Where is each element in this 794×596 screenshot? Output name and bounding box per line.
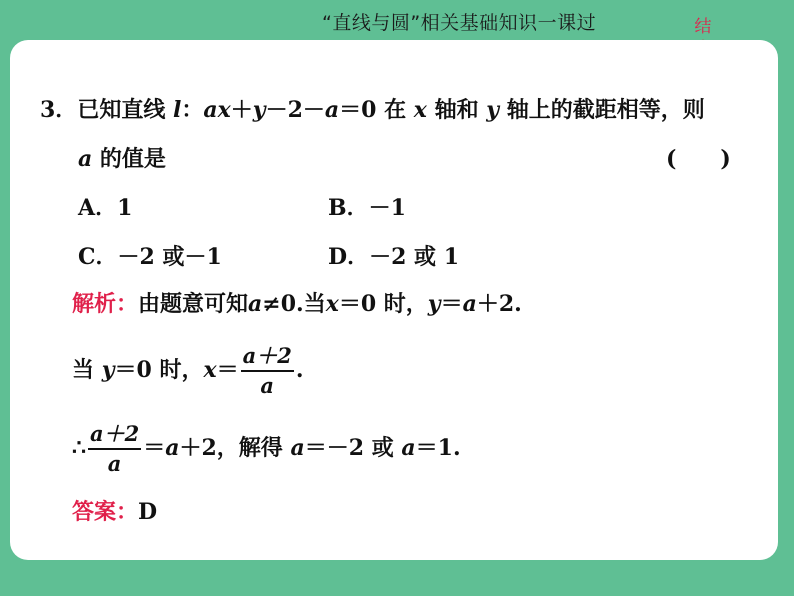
option-a[interactable]: A．1 bbox=[78, 195, 133, 221]
question-line-2: a 的值是 bbox=[78, 146, 166, 172]
answer-value: D bbox=[138, 499, 158, 525]
answer-paren: ( ) bbox=[666, 146, 731, 172]
answer-label: 答案： bbox=[72, 499, 139, 525]
slide-content bbox=[10, 40, 778, 560]
solution-line-2: 当 y＝0 时，x＝ $\frac{a+2}{a}$ . bbox=[72, 343, 304, 398]
question-number: 3． bbox=[40, 97, 78, 123]
solution-line-3: ∴ $\frac{a+2}{a}$ ＝a＋2，解得 a＝－2 或 a＝1. bbox=[72, 421, 461, 476]
fraction: $\frac{a+2}{a}$ bbox=[242, 343, 292, 398]
question-line-1: 3．已知直线 l：ax＋y－2－a＝0 在 x 轴和 y 轴上的截距相等，则 bbox=[40, 97, 705, 123]
end-label-1: 结 bbox=[694, 17, 712, 37]
option-c[interactable]: C．－2 或－1 bbox=[78, 244, 222, 270]
solution-label: 解析： bbox=[72, 291, 139, 317]
option-d[interactable]: D．－2 或 1 bbox=[328, 244, 460, 270]
header-bar bbox=[0, 0, 794, 40]
answer-line bbox=[72, 498, 157, 526]
solution-line-1: 解析：由题意可知a≠0.当x＝0 时，y＝a＋2. bbox=[72, 291, 522, 317]
option-b[interactable]: B．－1 bbox=[328, 195, 406, 221]
page-title: “直线与圆”相关基础知识一课过 bbox=[322, 12, 597, 34]
fraction: $\frac{a+2}{a}$ bbox=[90, 421, 140, 476]
